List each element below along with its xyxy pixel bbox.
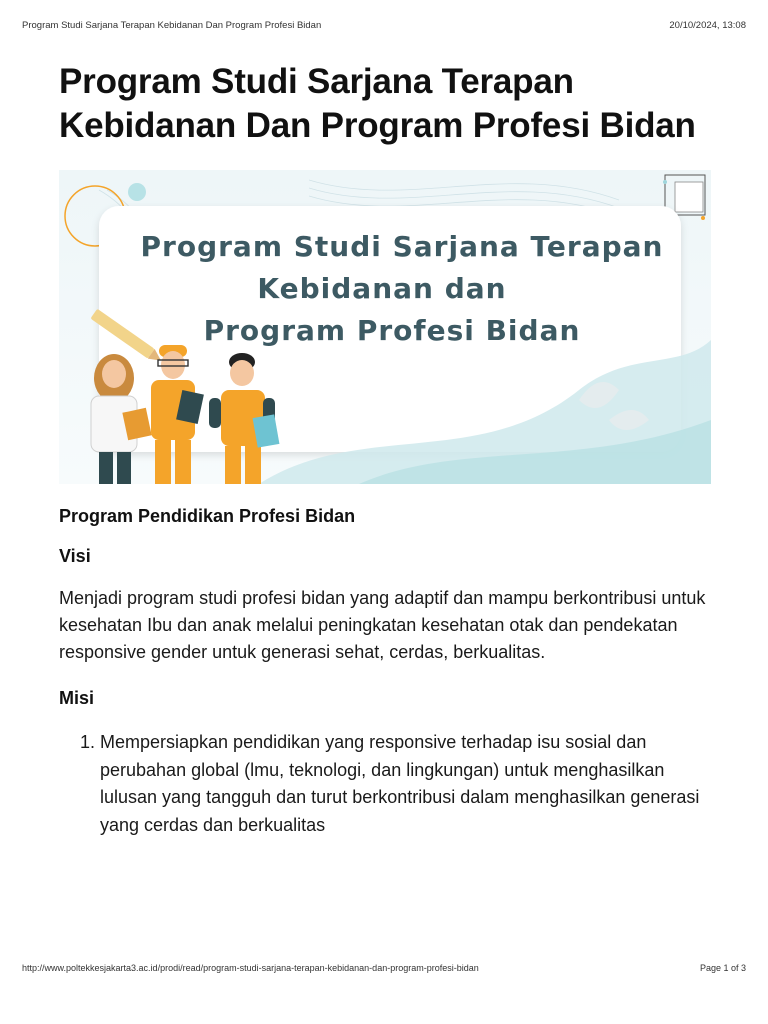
print-footer xyxy=(22,963,746,975)
banner-image xyxy=(59,170,711,484)
misi-list xyxy=(59,729,711,839)
print-header xyxy=(22,20,746,32)
program-heading: Program Pendidikan Profesi Bidan xyxy=(59,506,356,526)
misi-heading: Misi xyxy=(59,688,95,708)
print-header-datetime: 20/10/2024, 13:08 xyxy=(669,20,746,31)
banner-line-1: Program Studi Sarjana Terapan xyxy=(140,230,664,263)
print-header-title: Program Studi Sarjana Terapan Kebidanan Dan Program Profesi Bidan xyxy=(22,20,322,31)
visi-heading: Visi xyxy=(59,546,91,566)
misi-item: 1. Mempersiapkan pendidikan yang responsive terhadap isu sosial dan perubahan global (lmu, teknologi, dan lingkungan) untuk menghasilkan lulusan yang tangguh dan turut berkontribusi dalam menghasilkan generasi yang cerdas dan berkualitas xyxy=(100,729,711,839)
banner-line-3: Program Profesi Bidan xyxy=(203,314,581,347)
print-footer-page: Page 1 of 3 xyxy=(699,963,746,973)
visi-text: Menjadi program studi profesi bidan yang adaptif dan mampu berkontribusi untuk kesehatan Ibu dan anak melalui peningkatan kesehatan otak dan pendekatan responsive gender untuk generasi sehat, cerdas, berkualitas. xyxy=(59,588,706,662)
print-footer-url: http://www.poltekkesjakarta3.ac.id/prodi/read/program-studi-sarjana-terapan-kebidanan-dan-program-profesi-bidan xyxy=(22,963,479,973)
banner-line-2: Kebidanan dan xyxy=(257,272,507,305)
page-title: Program Studi Sarjana Terapan Kebidanan Dan Program Profesi Bidan xyxy=(59,62,696,145)
article xyxy=(59,60,711,839)
